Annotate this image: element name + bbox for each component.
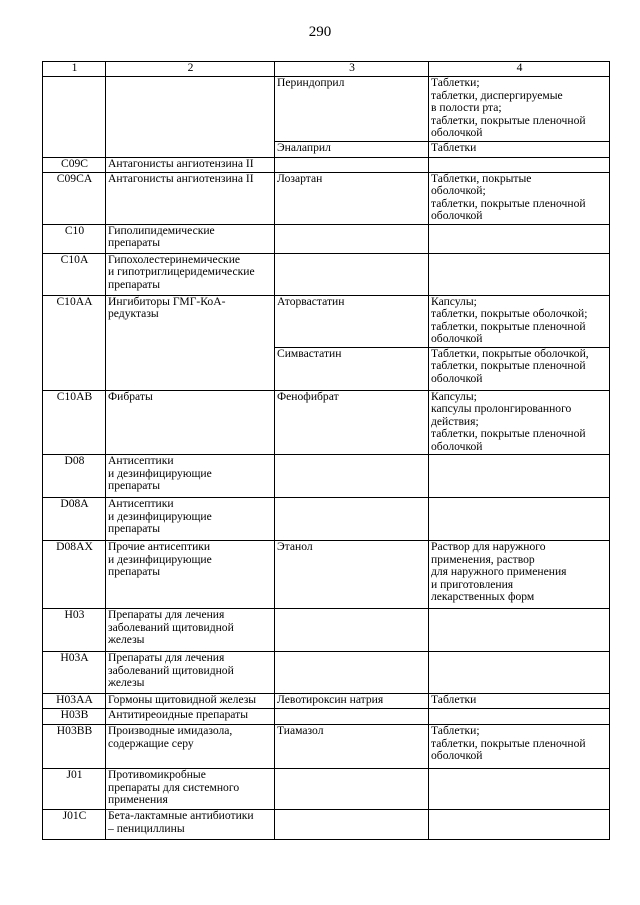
text-line: заболеваний щитовидной bbox=[108, 663, 234, 677]
text-line: и гипотриглицеридемические bbox=[108, 265, 255, 278]
text-line: и дезинфицирующие bbox=[108, 466, 212, 480]
text-line: железы bbox=[108, 676, 145, 689]
text-line: препараты bbox=[108, 479, 160, 492]
dosage-form-cell bbox=[429, 157, 610, 172]
text-line: таблетки, покрытые пленочной bbox=[431, 319, 586, 333]
drug-table bbox=[42, 61, 610, 840]
dosage-form-cell bbox=[429, 725, 610, 769]
dosage-form-cell bbox=[429, 541, 610, 609]
text-line: таблетки, покрытые пленочной bbox=[431, 196, 586, 210]
text-line: Антисептики bbox=[108, 454, 174, 467]
text-line: Препараты для лечения bbox=[108, 651, 225, 664]
atc-code-cell: C10AA bbox=[43, 295, 106, 390]
text-line: оболочкой; bbox=[431, 184, 486, 197]
atc-code-cell: H03B bbox=[43, 709, 106, 725]
text-line: Раствор для наружного bbox=[431, 540, 546, 553]
text-line: оболочкой bbox=[431, 126, 483, 139]
drug-name-cell bbox=[275, 652, 429, 694]
table-row bbox=[43, 709, 610, 725]
drug-name-cell: Симвастатин bbox=[275, 347, 429, 390]
dosage-form-cell bbox=[429, 347, 610, 390]
group-name-cell bbox=[106, 609, 275, 652]
table-row bbox=[43, 652, 610, 694]
text-line: редуктазы bbox=[108, 307, 159, 320]
table-body bbox=[43, 77, 610, 840]
text-line: железы bbox=[108, 633, 145, 646]
text-line: Гипохолестеринемические bbox=[108, 253, 241, 266]
text-line: лекарственных форм bbox=[431, 590, 535, 603]
drug-name-cell: Аторвастатин bbox=[275, 295, 429, 347]
group-name-cell: Антагонисты ангиотензина II bbox=[106, 172, 275, 224]
text-line: таблетки, диспергируемые bbox=[431, 88, 563, 102]
dosage-form-cell bbox=[429, 253, 610, 295]
text-line: Таблетки, покрытые оболочкой, bbox=[431, 347, 589, 360]
atc-code-cell: H03AA bbox=[43, 694, 106, 709]
table-row bbox=[43, 157, 610, 172]
table-row bbox=[43, 390, 610, 455]
text-line: и дезинфицирующие bbox=[108, 552, 212, 566]
group-name-cell bbox=[106, 769, 275, 810]
table-row bbox=[43, 455, 610, 498]
group-name-cell bbox=[106, 224, 275, 253]
table-header-row bbox=[43, 62, 610, 77]
atc-code-cell: H03A bbox=[43, 652, 106, 694]
text-line: препараты bbox=[108, 522, 160, 535]
text-line: применения, раствор bbox=[431, 552, 535, 566]
text-line: таблетки, покрытые пленочной bbox=[431, 359, 586, 372]
column-header: 4 bbox=[429, 62, 610, 77]
text-line: Противомикробные bbox=[108, 768, 206, 781]
drug-name-cell: Этанол bbox=[275, 541, 429, 609]
text-line: препараты bbox=[108, 236, 160, 249]
text-line: Прочие антисептики bbox=[108, 540, 211, 553]
dosage-form-cell bbox=[429, 810, 610, 840]
text-line: – пенициллины bbox=[108, 821, 185, 835]
group-name-cell: Гормоны щитовидной железы bbox=[106, 694, 275, 709]
text-line: Антисептики bbox=[108, 497, 174, 510]
dosage-form-cell bbox=[429, 609, 610, 652]
dosage-form-cell bbox=[429, 769, 610, 810]
table-row bbox=[43, 295, 610, 347]
dosage-form-cell: Таблетки bbox=[429, 141, 610, 157]
atc-code-cell: D08A bbox=[43, 498, 106, 541]
text-line: в полости рта; bbox=[431, 101, 502, 114]
text-line: Ингибиторы ГМГ-КоА- bbox=[108, 295, 226, 308]
group-name-cell bbox=[106, 295, 275, 390]
dosage-form-cell bbox=[429, 390, 610, 455]
group-name-cell: Антагонисты ангиотензина II bbox=[106, 157, 275, 172]
atc-code-cell: D08AX bbox=[43, 541, 106, 609]
text-line: препараты bbox=[108, 277, 160, 291]
table-row bbox=[43, 810, 610, 840]
group-name-cell bbox=[106, 725, 275, 769]
text-line: содержащие серу bbox=[108, 736, 194, 750]
group-name-cell bbox=[106, 77, 275, 158]
drug-name-cell bbox=[275, 769, 429, 810]
page-number: 290 bbox=[308, 24, 332, 40]
group-name-cell bbox=[106, 652, 275, 694]
text-line: Производные имидазола, bbox=[108, 724, 233, 737]
column-header: 1 bbox=[43, 62, 106, 77]
atc-code-cell: C10AB bbox=[43, 390, 106, 455]
dosage-form-cell bbox=[429, 498, 610, 541]
drug-name-cell: Левотироксин натрия bbox=[275, 694, 429, 709]
atc-code-cell: H03 bbox=[43, 609, 106, 652]
drug-name-cell: Фенофибрат bbox=[275, 390, 429, 455]
text-line: оболочкой bbox=[431, 332, 483, 345]
drug-name-cell bbox=[275, 810, 429, 840]
text-line: Гиполипидемические bbox=[108, 224, 215, 237]
column-header: 3 bbox=[275, 62, 429, 77]
table-row bbox=[43, 725, 610, 769]
text-line: оболочкой bbox=[431, 749, 483, 762]
drug-name-cell bbox=[275, 498, 429, 541]
text-line: таблетки, покрытые пленочной bbox=[431, 736, 586, 750]
drug-name-cell: Лозартан bbox=[275, 172, 429, 224]
table-row bbox=[43, 609, 610, 652]
atc-code-cell: C10 bbox=[43, 224, 106, 253]
text-line: заболеваний щитовидной bbox=[108, 620, 234, 634]
text-line: таблетки, покрытые пленочной bbox=[431, 427, 586, 440]
dosage-form-cell bbox=[429, 455, 610, 498]
drug-name-cell bbox=[275, 157, 429, 172]
atc-code-cell bbox=[43, 77, 106, 158]
drug-name-cell: Тиамазол bbox=[275, 725, 429, 769]
drug-name-cell bbox=[275, 253, 429, 295]
dosage-form-cell bbox=[429, 172, 610, 224]
table-row bbox=[43, 498, 610, 541]
atc-code-cell: H03BB bbox=[43, 725, 106, 769]
dosage-form-cell bbox=[429, 652, 610, 694]
dosage-form-cell bbox=[429, 709, 610, 725]
table-row bbox=[43, 769, 610, 810]
drug-name-cell: Периндоприл bbox=[275, 77, 429, 142]
text-line: препараты bbox=[108, 565, 160, 578]
text-line: Таблетки, покрытые bbox=[431, 172, 532, 185]
drug-name-cell bbox=[275, 224, 429, 253]
text-line: таблетки, покрытые оболочкой; bbox=[431, 307, 588, 320]
text-line: таблетки, покрытые пленочной bbox=[431, 113, 586, 127]
atc-code-cell: J01C bbox=[43, 810, 106, 840]
text-line: Таблетки; bbox=[431, 76, 480, 89]
text-line: Капсулы; bbox=[431, 295, 477, 308]
group-name-cell bbox=[106, 810, 275, 840]
atc-code-cell: J01 bbox=[43, 769, 106, 810]
group-name-cell bbox=[106, 541, 275, 609]
text-line: оболочкой bbox=[431, 371, 483, 385]
table-row bbox=[43, 224, 610, 253]
group-name-cell bbox=[106, 498, 275, 541]
text-line: препараты для системного bbox=[108, 780, 240, 794]
drug-name-cell bbox=[275, 709, 429, 725]
group-name-cell: Фибраты bbox=[106, 390, 275, 455]
table-row bbox=[43, 541, 610, 609]
table-row bbox=[43, 253, 610, 295]
drug-name-cell: Эналаприл bbox=[275, 141, 429, 157]
dosage-form-cell: Таблетки bbox=[429, 694, 610, 709]
text-line: капсулы пролонгированного bbox=[431, 402, 572, 415]
group-name-cell: Антитиреоидные препараты bbox=[106, 709, 275, 725]
dosage-form-cell bbox=[429, 224, 610, 253]
table-row bbox=[43, 694, 610, 709]
text-line: применения bbox=[108, 793, 168, 806]
atc-code-cell: C09CA bbox=[43, 172, 106, 224]
text-line: оболочкой bbox=[431, 209, 483, 222]
text-line: Таблетки; bbox=[431, 724, 480, 737]
atc-code-cell: C09C bbox=[43, 157, 106, 172]
group-name-cell bbox=[106, 455, 275, 498]
text-line: оболочкой bbox=[431, 439, 483, 453]
text-line: действия; bbox=[431, 414, 479, 428]
column-header: 2 bbox=[106, 62, 275, 77]
dosage-form-cell bbox=[429, 77, 610, 142]
drug-name-cell bbox=[275, 609, 429, 652]
table-row bbox=[43, 77, 610, 142]
group-name-cell bbox=[106, 253, 275, 295]
text-line: и приготовления bbox=[431, 577, 514, 591]
dosage-form-cell bbox=[429, 295, 610, 347]
atc-code-cell: D08 bbox=[43, 455, 106, 498]
atc-code-cell: C10A bbox=[43, 253, 106, 295]
table-row bbox=[43, 172, 610, 224]
text-line: и дезинфицирующие bbox=[108, 509, 212, 523]
drug-name-cell bbox=[275, 455, 429, 498]
text-line: Капсулы; bbox=[431, 390, 477, 403]
text-line: Препараты для лечения bbox=[108, 608, 225, 621]
text-line: Бета-лактамные антибиотики bbox=[108, 809, 254, 822]
text-line: для наружного применения bbox=[431, 565, 567, 578]
